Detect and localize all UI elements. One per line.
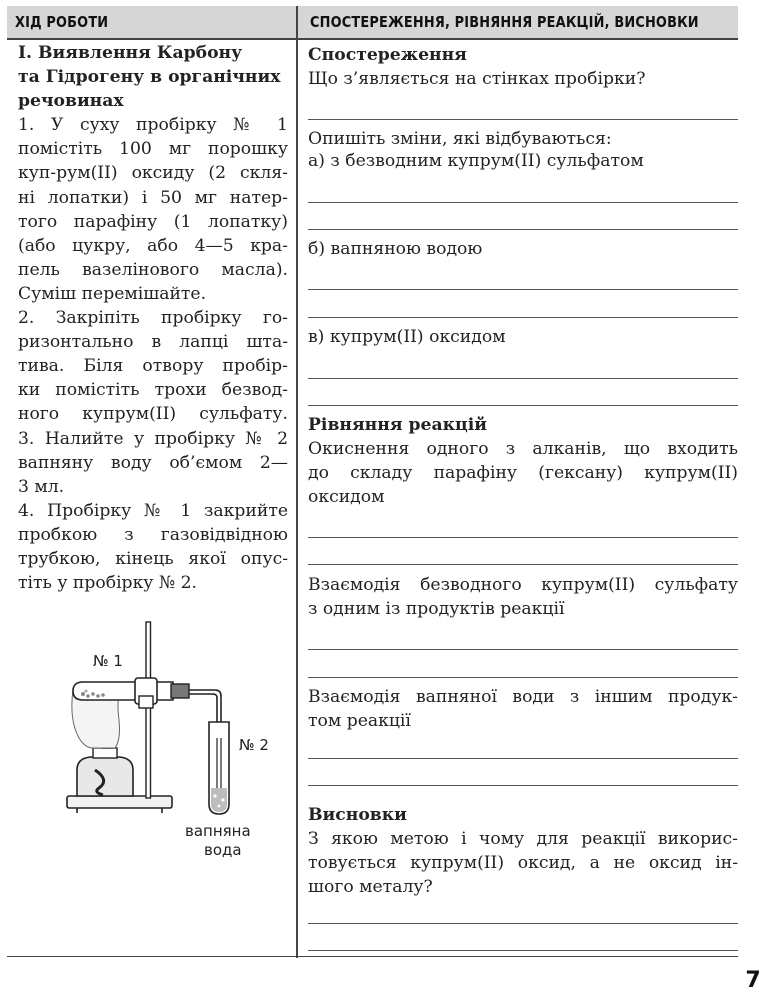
limewater-label: вапняна <box>185 822 251 840</box>
procedure-step-line: ризонтально в лапці шта- <box>18 332 288 353</box>
procedure-step-line: куп-рум(ІІ) оксиду (2 скля- <box>18 163 288 184</box>
procedure-step-line: Суміш перемішайте. <box>18 283 207 304</box>
table-header <box>7 6 738 38</box>
procedure-step-line: тіть у пробірку № 2. <box>18 573 198 594</box>
stand-base <box>67 796 172 808</box>
answer-line <box>308 229 738 230</box>
change-item-a: а) з безводним купрум(ІІ) сульфатом <box>308 151 644 171</box>
equation-3-text: Взаємодія вапняної води з іншим продук- <box>308 687 738 707</box>
procedure-step-line: ного купрум(ІІ) сульфату. <box>18 404 288 425</box>
header-divider <box>7 38 738 40</box>
answer-line <box>308 405 738 406</box>
answer-line <box>308 119 738 120</box>
equation-1-text: Окиснення одного з алканів, що входить <box>308 439 738 459</box>
procedure-step-line: 2. Закріпіть пробірку го- <box>18 308 288 329</box>
answer-line <box>308 950 738 951</box>
procedure-title-line: I. Виявлення Карбону <box>18 43 243 63</box>
tube-1-label: № 1 <box>93 652 123 670</box>
procedure-step-line: трубкою, кінець якої опус- <box>18 548 288 569</box>
observations-column-title: СПОСТЕРЕЖЕННЯ, РІВНЯННЯ РЕАКЦІЙ, ВИСНОВКИ <box>310 13 699 31</box>
changes-prompt: Опишіть зміни, які відбуваються: <box>308 129 612 149</box>
answer-line <box>308 289 738 290</box>
answer-line <box>308 758 738 759</box>
procedure-step-line: 4. Пробірку № 1 закрийте <box>18 500 288 521</box>
procedure-title-line: та Гідрогену в органічних <box>18 67 281 88</box>
procedure-step-line: ки помістіть трохи безвод- <box>18 380 288 401</box>
procedure-step-line: ні лопатки) і 50 мг натер- <box>18 187 288 208</box>
procedure-step-line: (або цукру, або 4—5 кра- <box>18 235 288 256</box>
limewater-label: вода <box>204 841 242 859</box>
procedure-column <box>18 41 288 595</box>
tube-2-label: № 2 <box>239 736 269 754</box>
answer-line <box>308 785 738 786</box>
apparatus-figure <box>55 620 295 864</box>
procedure-step-line: тива. Біля отвору пробір- <box>18 356 288 377</box>
procedure-step-line: 3. Налийте у пробірку № 2 <box>18 428 288 449</box>
observation-question: Що з’являється на стінках пробірки? <box>308 69 646 89</box>
answer-line <box>308 923 738 924</box>
stopper <box>171 684 189 698</box>
procedure-step-line: того парафіну (1 лопатку) <box>18 211 288 232</box>
equation-3-text: том реакції <box>308 711 411 731</box>
change-item-c: в) купрум(ІІ) оксидом <box>308 327 506 347</box>
equations-heading: Рівняння реакцій <box>308 415 487 435</box>
observations-heading: Спостереження <box>308 45 467 65</box>
equation-2-text: з одним із продуктів реакції <box>308 599 565 619</box>
stand-rod <box>146 622 151 798</box>
answer-line <box>308 677 738 678</box>
equation-2-text: Взаємодія безводного купрум(ІІ) сульфату <box>308 575 738 595</box>
procedure-step-line: пробкою з газовідвідною <box>18 524 288 545</box>
conclusions-heading: Висновки <box>308 805 407 825</box>
table-bottom-border <box>7 956 738 957</box>
conclusion-question: шого металу? <box>308 877 433 897</box>
answer-line <box>308 378 738 379</box>
conclusion-question: З якою метою і чому для реакції викорис- <box>308 829 738 849</box>
spirit-lamp <box>77 757 133 796</box>
limewater <box>211 788 227 812</box>
conclusion-question: товується купрум(ІІ) оксид, а не оксид ін- <box>308 853 738 873</box>
page-number: 7 <box>745 968 761 993</box>
answer-line <box>308 649 738 650</box>
procedure-step-line: 3 мл. <box>18 476 65 497</box>
column-divider <box>296 6 298 958</box>
answer-line <box>308 564 738 565</box>
equation-1-text: до складу парафіну (гексану) купрум(ІІ) <box>308 463 738 483</box>
equation-1-text: оксидом <box>308 487 385 507</box>
change-item-b: б) вапняною водою <box>308 239 483 259</box>
procedure-title-line: речовинах <box>18 91 124 112</box>
answer-line <box>308 537 738 538</box>
procedure-column-title: ХІД РОБОТИ <box>15 13 109 31</box>
procedure-step-line: помістіть 100 мг порошку <box>18 139 288 160</box>
procedure-step-line: пель вазелінового масла). <box>18 259 288 280</box>
procedure-step-line: вапняну воду об’ємом 2— <box>18 452 288 473</box>
procedure-step-line: 1. У суху пробірку № 1 <box>18 115 288 136</box>
answer-line <box>308 317 738 318</box>
answer-line <box>308 202 738 203</box>
